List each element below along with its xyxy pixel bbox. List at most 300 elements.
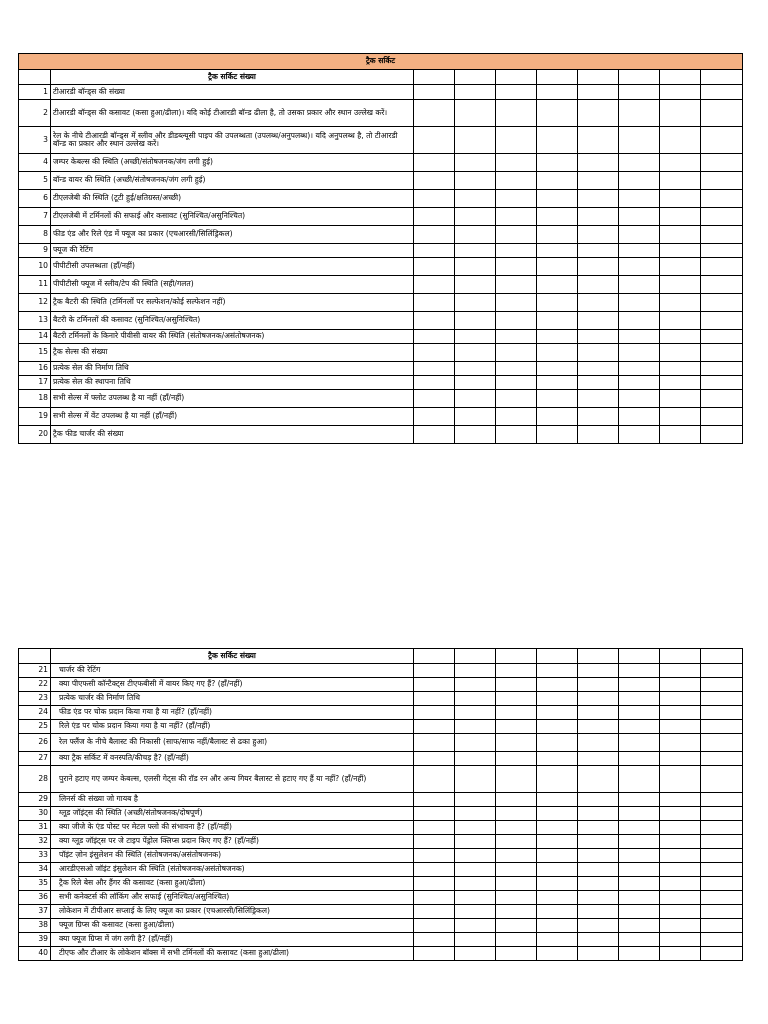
blank-cell[interactable]	[660, 734, 701, 752]
blank-cell[interactable]	[537, 821, 578, 835]
blank-cell[interactable]	[496, 905, 537, 919]
blank-cell[interactable]	[496, 734, 537, 752]
blank-cell[interactable]	[455, 821, 496, 835]
blank-cell[interactable]	[660, 408, 701, 426]
blank-cell[interactable]	[414, 154, 455, 172]
blank-cell[interactable]	[455, 226, 496, 244]
blank-cell[interactable]	[619, 100, 660, 127]
blank-cell[interactable]	[619, 706, 660, 720]
blank-cell[interactable]	[701, 849, 743, 863]
blank-cell[interactable]	[455, 720, 496, 734]
blank-cell[interactable]	[455, 154, 496, 172]
blank-cell[interactable]	[537, 649, 578, 664]
blank-cell[interactable]	[537, 312, 578, 330]
blank-cell[interactable]	[701, 312, 743, 330]
blank-cell[interactable]	[619, 807, 660, 821]
blank-cell[interactable]	[537, 85, 578, 100]
blank-cell[interactable]	[619, 766, 660, 793]
blank-cell[interactable]	[660, 905, 701, 919]
blank-cell[interactable]	[414, 891, 455, 905]
blank-cell[interactable]	[619, 649, 660, 664]
blank-cell[interactable]	[578, 312, 619, 330]
blank-cell[interactable]	[537, 190, 578, 208]
blank-cell[interactable]	[660, 692, 701, 706]
blank-cell[interactable]	[619, 692, 660, 706]
blank-cell[interactable]	[578, 127, 619, 154]
blank-cell[interactable]	[619, 330, 660, 344]
blank-cell[interactable]	[578, 933, 619, 947]
blank-cell[interactable]	[578, 766, 619, 793]
blank-cell[interactable]	[414, 933, 455, 947]
blank-cell[interactable]	[455, 877, 496, 891]
blank-cell[interactable]	[578, 793, 619, 807]
blank-cell[interactable]	[660, 376, 701, 390]
blank-cell[interactable]	[578, 408, 619, 426]
blank-cell[interactable]	[537, 276, 578, 294]
blank-cell[interactable]	[414, 649, 455, 664]
blank-cell[interactable]	[701, 190, 743, 208]
blank-cell[interactable]	[414, 312, 455, 330]
blank-cell[interactable]	[537, 863, 578, 877]
blank-cell[interactable]	[496, 752, 537, 766]
blank-cell[interactable]	[660, 807, 701, 821]
blank-cell[interactable]	[455, 408, 496, 426]
blank-cell[interactable]	[496, 835, 537, 849]
blank-cell[interactable]	[578, 85, 619, 100]
blank-cell[interactable]	[619, 734, 660, 752]
blank-cell[interactable]	[414, 863, 455, 877]
blank-cell[interactable]	[414, 408, 455, 426]
blank-cell[interactable]	[455, 258, 496, 276]
blank-cell[interactable]	[701, 127, 743, 154]
blank-cell[interactable]	[455, 891, 496, 905]
blank-cell[interactable]	[455, 793, 496, 807]
blank-cell[interactable]	[537, 734, 578, 752]
blank-cell[interactable]	[619, 362, 660, 376]
blank-cell[interactable]	[701, 330, 743, 344]
blank-cell[interactable]	[619, 85, 660, 100]
blank-cell[interactable]	[455, 127, 496, 154]
blank-cell[interactable]	[537, 172, 578, 190]
blank-cell[interactable]	[414, 426, 455, 444]
blank-cell[interactable]	[414, 734, 455, 752]
blank-cell[interactable]	[619, 947, 660, 961]
blank-cell[interactable]	[537, 766, 578, 793]
blank-cell[interactable]	[537, 752, 578, 766]
blank-cell[interactable]	[537, 258, 578, 276]
blank-cell[interactable]	[496, 208, 537, 226]
blank-cell[interactable]	[455, 70, 496, 85]
blank-cell[interactable]	[619, 664, 660, 678]
blank-cell[interactable]	[496, 127, 537, 154]
blank-cell[interactable]	[455, 919, 496, 933]
blank-cell[interactable]	[455, 933, 496, 947]
blank-cell[interactable]	[455, 426, 496, 444]
blank-cell[interactable]	[537, 330, 578, 344]
blank-cell[interactable]	[414, 190, 455, 208]
blank-cell[interactable]	[619, 408, 660, 426]
blank-cell[interactable]	[578, 849, 619, 863]
blank-cell[interactable]	[537, 344, 578, 362]
blank-cell[interactable]	[414, 947, 455, 961]
blank-cell[interactable]	[578, 863, 619, 877]
blank-cell[interactable]	[496, 190, 537, 208]
blank-cell[interactable]	[578, 208, 619, 226]
blank-cell[interactable]	[537, 70, 578, 85]
blank-cell[interactable]	[578, 390, 619, 408]
blank-cell[interactable]	[578, 172, 619, 190]
blank-cell[interactable]	[414, 807, 455, 821]
blank-cell[interactable]	[414, 226, 455, 244]
blank-cell[interactable]	[414, 172, 455, 190]
blank-cell[interactable]	[537, 877, 578, 891]
blank-cell[interactable]	[537, 408, 578, 426]
blank-cell[interactable]	[455, 208, 496, 226]
blank-cell[interactable]	[414, 362, 455, 376]
blank-cell[interactable]	[414, 905, 455, 919]
blank-cell[interactable]	[414, 678, 455, 692]
blank-cell[interactable]	[496, 172, 537, 190]
blank-cell[interactable]	[701, 100, 743, 127]
blank-cell[interactable]	[619, 294, 660, 312]
blank-cell[interactable]	[619, 376, 660, 390]
blank-cell[interactable]	[537, 362, 578, 376]
blank-cell[interactable]	[701, 766, 743, 793]
blank-cell[interactable]	[496, 849, 537, 863]
blank-cell[interactable]	[455, 190, 496, 208]
blank-cell[interactable]	[660, 344, 701, 362]
blank-cell[interactable]	[496, 877, 537, 891]
blank-cell[interactable]	[455, 905, 496, 919]
blank-cell[interactable]	[496, 863, 537, 877]
blank-cell[interactable]	[414, 376, 455, 390]
blank-cell[interactable]	[578, 835, 619, 849]
blank-cell[interactable]	[537, 692, 578, 706]
blank-cell[interactable]	[660, 947, 701, 961]
blank-cell[interactable]	[414, 85, 455, 100]
blank-cell[interactable]	[455, 863, 496, 877]
blank-cell[interactable]	[578, 678, 619, 692]
blank-cell[interactable]	[619, 849, 660, 863]
blank-cell[interactable]	[701, 390, 743, 408]
blank-cell[interactable]	[701, 294, 743, 312]
blank-cell[interactable]	[619, 226, 660, 244]
blank-cell[interactable]	[455, 330, 496, 344]
blank-cell[interactable]	[701, 835, 743, 849]
blank-cell[interactable]	[619, 919, 660, 933]
blank-cell[interactable]	[537, 678, 578, 692]
blank-cell[interactable]	[496, 947, 537, 961]
blank-cell[interactable]	[537, 226, 578, 244]
blank-cell[interactable]	[414, 344, 455, 362]
blank-cell[interactable]	[414, 835, 455, 849]
blank-cell[interactable]	[660, 312, 701, 330]
blank-cell[interactable]	[660, 664, 701, 678]
blank-cell[interactable]	[619, 678, 660, 692]
blank-cell[interactable]	[414, 664, 455, 678]
blank-cell[interactable]	[455, 294, 496, 312]
blank-cell[interactable]	[496, 70, 537, 85]
blank-cell[interactable]	[496, 390, 537, 408]
blank-cell[interactable]	[578, 330, 619, 344]
blank-cell[interactable]	[496, 294, 537, 312]
blank-cell[interactable]	[537, 127, 578, 154]
blank-cell[interactable]	[701, 807, 743, 821]
blank-cell[interactable]	[496, 276, 537, 294]
blank-cell[interactable]	[660, 208, 701, 226]
blank-cell[interactable]	[537, 294, 578, 312]
blank-cell[interactable]	[701, 752, 743, 766]
blank-cell[interactable]	[455, 692, 496, 706]
blank-cell[interactable]	[701, 649, 743, 664]
blank-cell[interactable]	[701, 258, 743, 276]
blank-cell[interactable]	[701, 706, 743, 720]
blank-cell[interactable]	[578, 692, 619, 706]
blank-cell[interactable]	[701, 664, 743, 678]
blank-cell[interactable]	[414, 821, 455, 835]
blank-cell[interactable]	[701, 362, 743, 376]
blank-cell[interactable]	[701, 70, 743, 85]
blank-cell[interactable]	[619, 258, 660, 276]
blank-cell[interactable]	[455, 734, 496, 752]
blank-cell[interactable]	[578, 154, 619, 172]
blank-cell[interactable]	[537, 720, 578, 734]
blank-cell[interactable]	[660, 933, 701, 947]
blank-cell[interactable]	[414, 919, 455, 933]
blank-cell[interactable]	[537, 919, 578, 933]
blank-cell[interactable]	[619, 752, 660, 766]
blank-cell[interactable]	[414, 849, 455, 863]
blank-cell[interactable]	[619, 390, 660, 408]
blank-cell[interactable]	[537, 100, 578, 127]
blank-cell[interactable]	[619, 172, 660, 190]
blank-cell[interactable]	[660, 863, 701, 877]
blank-cell[interactable]	[496, 426, 537, 444]
blank-cell[interactable]	[660, 877, 701, 891]
blank-cell[interactable]	[701, 947, 743, 961]
blank-cell[interactable]	[701, 720, 743, 734]
blank-cell[interactable]	[701, 344, 743, 362]
blank-cell[interactable]	[619, 877, 660, 891]
blank-cell[interactable]	[578, 807, 619, 821]
blank-cell[interactable]	[496, 344, 537, 362]
blank-cell[interactable]	[455, 835, 496, 849]
blank-cell[interactable]	[496, 244, 537, 258]
blank-cell[interactable]	[496, 678, 537, 692]
blank-cell[interactable]	[578, 70, 619, 85]
blank-cell[interactable]	[455, 947, 496, 961]
blank-cell[interactable]	[455, 849, 496, 863]
blank-cell[interactable]	[455, 362, 496, 376]
blank-cell[interactable]	[414, 720, 455, 734]
blank-cell[interactable]	[660, 154, 701, 172]
blank-cell[interactable]	[619, 891, 660, 905]
blank-cell[interactable]	[701, 793, 743, 807]
blank-cell[interactable]	[455, 766, 496, 793]
blank-cell[interactable]	[414, 244, 455, 258]
blank-cell[interactable]	[537, 376, 578, 390]
blank-cell[interactable]	[660, 849, 701, 863]
blank-cell[interactable]	[496, 933, 537, 947]
blank-cell[interactable]	[660, 330, 701, 344]
blank-cell[interactable]	[619, 863, 660, 877]
blank-cell[interactable]	[414, 258, 455, 276]
blank-cell[interactable]	[537, 154, 578, 172]
blank-cell[interactable]	[619, 276, 660, 294]
blank-cell[interactable]	[496, 807, 537, 821]
blank-cell[interactable]	[414, 877, 455, 891]
blank-cell[interactable]	[537, 947, 578, 961]
blank-cell[interactable]	[496, 821, 537, 835]
blank-cell[interactable]	[537, 706, 578, 720]
blank-cell[interactable]	[414, 276, 455, 294]
blank-cell[interactable]	[496, 664, 537, 678]
blank-cell[interactable]	[455, 244, 496, 258]
blank-cell[interactable]	[578, 190, 619, 208]
blank-cell[interactable]	[701, 376, 743, 390]
blank-cell[interactable]	[578, 734, 619, 752]
blank-cell[interactable]	[701, 244, 743, 258]
blank-cell[interactable]	[660, 362, 701, 376]
blank-cell[interactable]	[537, 905, 578, 919]
blank-cell[interactable]	[414, 752, 455, 766]
blank-cell[interactable]	[537, 208, 578, 226]
blank-cell[interactable]	[537, 835, 578, 849]
blank-cell[interactable]	[414, 294, 455, 312]
blank-cell[interactable]	[701, 692, 743, 706]
blank-cell[interactable]	[619, 905, 660, 919]
blank-cell[interactable]	[701, 734, 743, 752]
blank-cell[interactable]	[455, 100, 496, 127]
blank-cell[interactable]	[537, 849, 578, 863]
blank-cell[interactable]	[619, 720, 660, 734]
blank-cell[interactable]	[660, 226, 701, 244]
blank-cell[interactable]	[496, 85, 537, 100]
blank-cell[interactable]	[619, 127, 660, 154]
blank-cell[interactable]	[496, 692, 537, 706]
blank-cell[interactable]	[455, 649, 496, 664]
blank-cell[interactable]	[537, 793, 578, 807]
blank-cell[interactable]	[578, 344, 619, 362]
blank-cell[interactable]	[496, 154, 537, 172]
blank-cell[interactable]	[660, 172, 701, 190]
blank-cell[interactable]	[414, 390, 455, 408]
blank-cell[interactable]	[496, 376, 537, 390]
blank-cell[interactable]	[414, 100, 455, 127]
blank-cell[interactable]	[537, 933, 578, 947]
blank-cell[interactable]	[414, 330, 455, 344]
blank-cell[interactable]	[455, 376, 496, 390]
blank-cell[interactable]	[701, 208, 743, 226]
blank-cell[interactable]	[619, 821, 660, 835]
blank-cell[interactable]	[619, 154, 660, 172]
blank-cell[interactable]	[578, 376, 619, 390]
blank-cell[interactable]	[701, 85, 743, 100]
blank-cell[interactable]	[496, 226, 537, 244]
blank-cell[interactable]	[701, 172, 743, 190]
blank-cell[interactable]	[660, 70, 701, 85]
blank-cell[interactable]	[701, 426, 743, 444]
blank-cell[interactable]	[660, 244, 701, 258]
blank-cell[interactable]	[496, 312, 537, 330]
blank-cell[interactable]	[496, 330, 537, 344]
blank-cell[interactable]	[455, 390, 496, 408]
blank-cell[interactable]	[619, 70, 660, 85]
blank-cell[interactable]	[455, 678, 496, 692]
blank-cell[interactable]	[537, 664, 578, 678]
blank-cell[interactable]	[496, 362, 537, 376]
blank-cell[interactable]	[455, 706, 496, 720]
blank-cell[interactable]	[578, 752, 619, 766]
blank-cell[interactable]	[537, 807, 578, 821]
blank-cell[interactable]	[414, 127, 455, 154]
blank-cell[interactable]	[701, 678, 743, 692]
blank-cell[interactable]	[701, 863, 743, 877]
blank-cell[interactable]	[660, 706, 701, 720]
blank-cell[interactable]	[578, 649, 619, 664]
blank-cell[interactable]	[578, 877, 619, 891]
blank-cell[interactable]	[660, 390, 701, 408]
blank-cell[interactable]	[619, 344, 660, 362]
blank-cell[interactable]	[414, 793, 455, 807]
blank-cell[interactable]	[660, 678, 701, 692]
blank-cell[interactable]	[537, 244, 578, 258]
blank-cell[interactable]	[660, 100, 701, 127]
blank-cell[interactable]	[414, 766, 455, 793]
blank-cell[interactable]	[496, 100, 537, 127]
blank-cell[interactable]	[660, 919, 701, 933]
blank-cell[interactable]	[619, 933, 660, 947]
blank-cell[interactable]	[496, 891, 537, 905]
blank-cell[interactable]	[701, 408, 743, 426]
blank-cell[interactable]	[578, 426, 619, 444]
blank-cell[interactable]	[660, 793, 701, 807]
blank-cell[interactable]	[537, 426, 578, 444]
blank-cell[interactable]	[660, 85, 701, 100]
blank-cell[interactable]	[578, 100, 619, 127]
blank-cell[interactable]	[578, 706, 619, 720]
blank-cell[interactable]	[701, 891, 743, 905]
blank-cell[interactable]	[455, 276, 496, 294]
blank-cell[interactable]	[455, 85, 496, 100]
blank-cell[interactable]	[455, 752, 496, 766]
blank-cell[interactable]	[496, 706, 537, 720]
blank-cell[interactable]	[455, 807, 496, 821]
blank-cell[interactable]	[660, 752, 701, 766]
blank-cell[interactable]	[578, 258, 619, 276]
blank-cell[interactable]	[537, 891, 578, 905]
blank-cell[interactable]	[619, 426, 660, 444]
blank-cell[interactable]	[578, 276, 619, 294]
blank-cell[interactable]	[414, 692, 455, 706]
blank-cell[interactable]	[578, 905, 619, 919]
blank-cell[interactable]	[578, 244, 619, 258]
blank-cell[interactable]	[660, 720, 701, 734]
blank-cell[interactable]	[578, 919, 619, 933]
blank-cell[interactable]	[578, 294, 619, 312]
blank-cell[interactable]	[578, 891, 619, 905]
blank-cell[interactable]	[414, 208, 455, 226]
blank-cell[interactable]	[660, 258, 701, 276]
blank-cell[interactable]	[455, 344, 496, 362]
blank-cell[interactable]	[496, 766, 537, 793]
blank-cell[interactable]	[537, 390, 578, 408]
blank-cell[interactable]	[619, 793, 660, 807]
blank-cell[interactable]	[496, 649, 537, 664]
blank-cell[interactable]	[496, 408, 537, 426]
blank-cell[interactable]	[701, 821, 743, 835]
blank-cell[interactable]	[496, 258, 537, 276]
